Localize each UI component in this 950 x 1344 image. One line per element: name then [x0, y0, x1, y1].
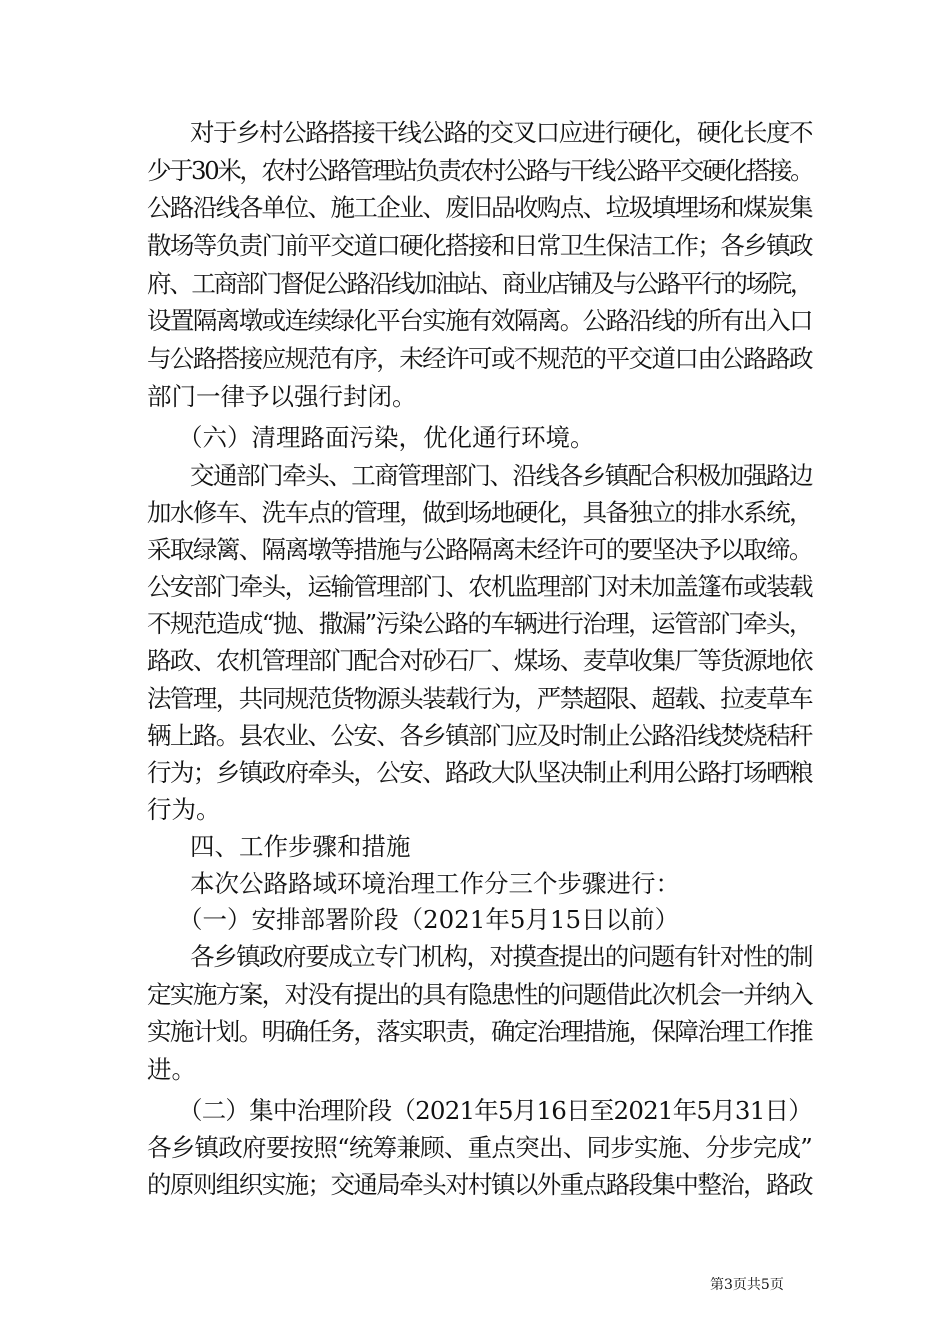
text-line: 公安部门牵头，运输管理部门、农机监理部门对未加盖篷布或装载 [147, 572, 812, 601]
text-line: 本次公路路域环境治理工作分三个步骤进行： [190, 869, 680, 898]
text-line: 四、工作步骤和措施 [190, 832, 411, 861]
text-line: 的原则组织实施；交通局牵头对村镇以外重点路段集中整治，路政 [147, 1170, 812, 1199]
text-line: 交通部门牵头、工商管理部门、沿线各乡镇配合积极加强路边 [190, 461, 813, 490]
text-line: （二）集中治理阶段（2021年5月16日至2021年5月31日） [178, 1096, 812, 1125]
text-line: 设置隔离墩或连续绿化平台实施有效隔离。公路沿线的所有出入口 [147, 306, 812, 335]
text-line: 散场等负责门前平交道口硬化搭接和日常卫生保洁工作；各乡镇政 [147, 231, 812, 260]
text-line: 不规范造成“抛、撒漏”污染公路的车辆进行治理，运管部门牵头， [147, 609, 812, 638]
text-line: 行为。 [147, 795, 221, 824]
text-line: 行为；乡镇政府牵头，公安、路政大队坚决制止利用公路打场晒粮 [147, 758, 812, 787]
text-line: 法管理，共同规范货物源头装载行为，严禁超限、超载、拉麦草车 [147, 684, 812, 713]
page-number: 第3页共5页 [710, 1277, 784, 1293]
text-line: 辆上路。县农业、公安、各乡镇部门应及时制止公路沿线焚烧秸秆 [147, 721, 812, 750]
text-line: 定实施方案，对没有提出的具有隐患性的问题借此次机会一并纳入 [147, 980, 812, 1009]
text-line: 采取绿篱、隔离墩等措施与公路隔离未经许可的要坚决予以取缔。 [147, 535, 812, 564]
text-line: 部门一律予以强行封闭。 [147, 382, 417, 411]
text-line: 对于乡村公路搭接干线公路的交叉口应进行硬化，硬化长度不 [190, 118, 813, 147]
text-line: 府、工商部门督促公路沿线加油站、商业店铺及与公路平行的场院， [147, 269, 813, 298]
text-line: （六）清理路面污染，优化通行环境。 [178, 423, 595, 452]
text-line: 路政、农机管理部门配合对砂石厂、煤场、麦草收集厂等货源地依 [147, 646, 812, 675]
text-line: 少于30米，农村公路管理站负责农村公路与干线公路平交硬化搭接。 [147, 156, 813, 185]
text-line: 进。 [147, 1055, 196, 1084]
text-line: （一）安排部署阶段（2021年5月15日以前） [178, 905, 680, 934]
text-line: 各乡镇政府要按照“统筹兼顾、重点突出、同步实施、分步完成” [147, 1133, 813, 1162]
text-line: 加水修车、洗车点的管理，做到场地硬化，具备独立的排水系统， [147, 498, 812, 527]
text-line: 与公路搭接应规范有序，未经许可或不规范的平交道口由公路路政 [147, 344, 812, 373]
text-line: 实施计划。明确任务，落实职责，确定治理措施，保障治理工作推 [147, 1017, 812, 1046]
text-line: 各乡镇政府要成立专门机构，对摸查提出的问题有针对性的制 [190, 942, 813, 971]
text-line: 公路沿线各单位、施工企业、废旧品收购点、垃圾填埋场和煤炭集 [147, 193, 812, 222]
